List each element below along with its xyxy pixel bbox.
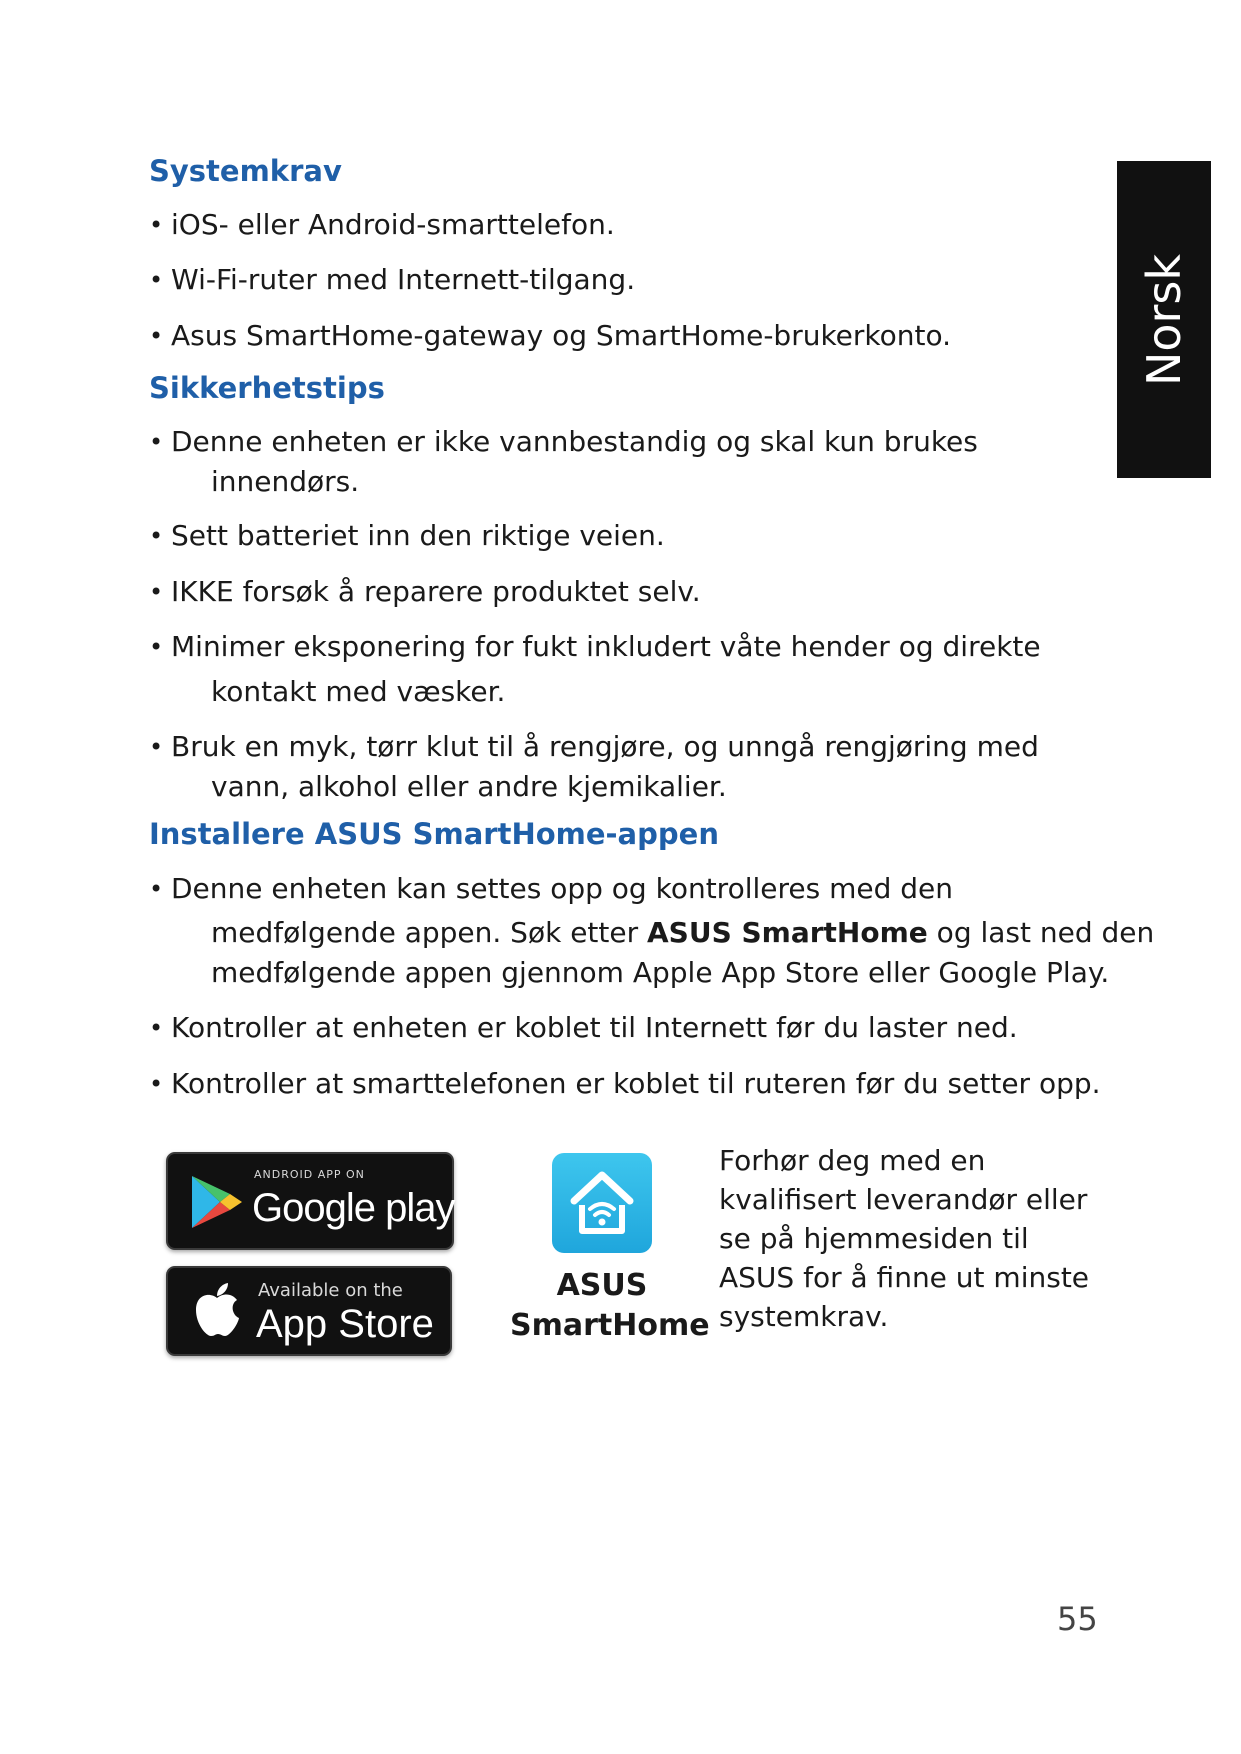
list-item: • IKKE forsøk å reparere produktet selv. xyxy=(149,575,701,608)
list-item: • Denne enheten er ikke vannbestandig og skal kun brukes innendørs. xyxy=(149,425,978,498)
smarthome-app-icon xyxy=(552,1153,652,1253)
apple-badge-title: App Store xyxy=(256,1302,434,1346)
app-name-inline: ASUS SmartHome xyxy=(647,916,928,949)
list-item: • Sett batteriet inn den riktige veien. xyxy=(149,519,665,552)
list-item: • Asus SmartHome-gateway og SmartHome-brukerkonto. xyxy=(149,319,952,352)
system-requirements-note: Forhør deg med en kvalifisert leverandør eller se på hjemmesiden til ASUS for å finne ut minste systemkrav. xyxy=(719,1144,1090,1333)
list-item: • Kontroller at smarttelefonen er koblet til ruteren før du setter opp. xyxy=(149,1067,1101,1100)
list-item: • Denne enheten kan settes opp og kontrolleres med den medfølgende appen. Søk etter ASUS SmartHome og last ned den medfølgende appen gjennom Apple App Store eller Google Play. xyxy=(149,872,1155,989)
installere-heading: Installere ASUS SmartHome-appen xyxy=(149,817,719,851)
apple-badge-caption: Available on the xyxy=(258,1280,403,1301)
page-number: 55 xyxy=(1057,1600,1098,1638)
google-play-icon xyxy=(186,1172,246,1232)
systemkrav-heading: Systemkrav xyxy=(149,154,342,188)
google-badge-caption: ANDROID APP ON xyxy=(254,1168,365,1181)
list-item: • Minimer eksponering for fukt inkludert våte hender og direkte kontakt med væsker. xyxy=(149,630,1041,708)
language-tab-label: Norsk xyxy=(1137,253,1191,386)
app-store-badge[interactable] xyxy=(166,1266,452,1356)
apple-icon xyxy=(192,1280,242,1340)
house-wifi-icon xyxy=(568,1167,636,1239)
list-item: • Wi-Fi-ruter med Internett-tilgang. xyxy=(149,263,636,296)
list-item: • Kontroller at enheten er koblet til Internett før du laster ned. xyxy=(149,1011,1018,1044)
list-item: • iOS- eller Android-smarttelefon. xyxy=(149,208,615,241)
language-tab xyxy=(1117,161,1211,478)
google-badge-title: Google play xyxy=(252,1186,455,1230)
google-play-badge[interactable] xyxy=(166,1152,454,1250)
sikkerhetstips-heading: Sikkerhetstips xyxy=(149,371,385,405)
list-item: • Bruk en myk, tørr klut til å rengjøre, og unngå rengjøring med vann, alkohol eller andre kjemikalier. xyxy=(149,730,1039,803)
app-name-label: ASUS SmartHome xyxy=(510,1268,710,1343)
